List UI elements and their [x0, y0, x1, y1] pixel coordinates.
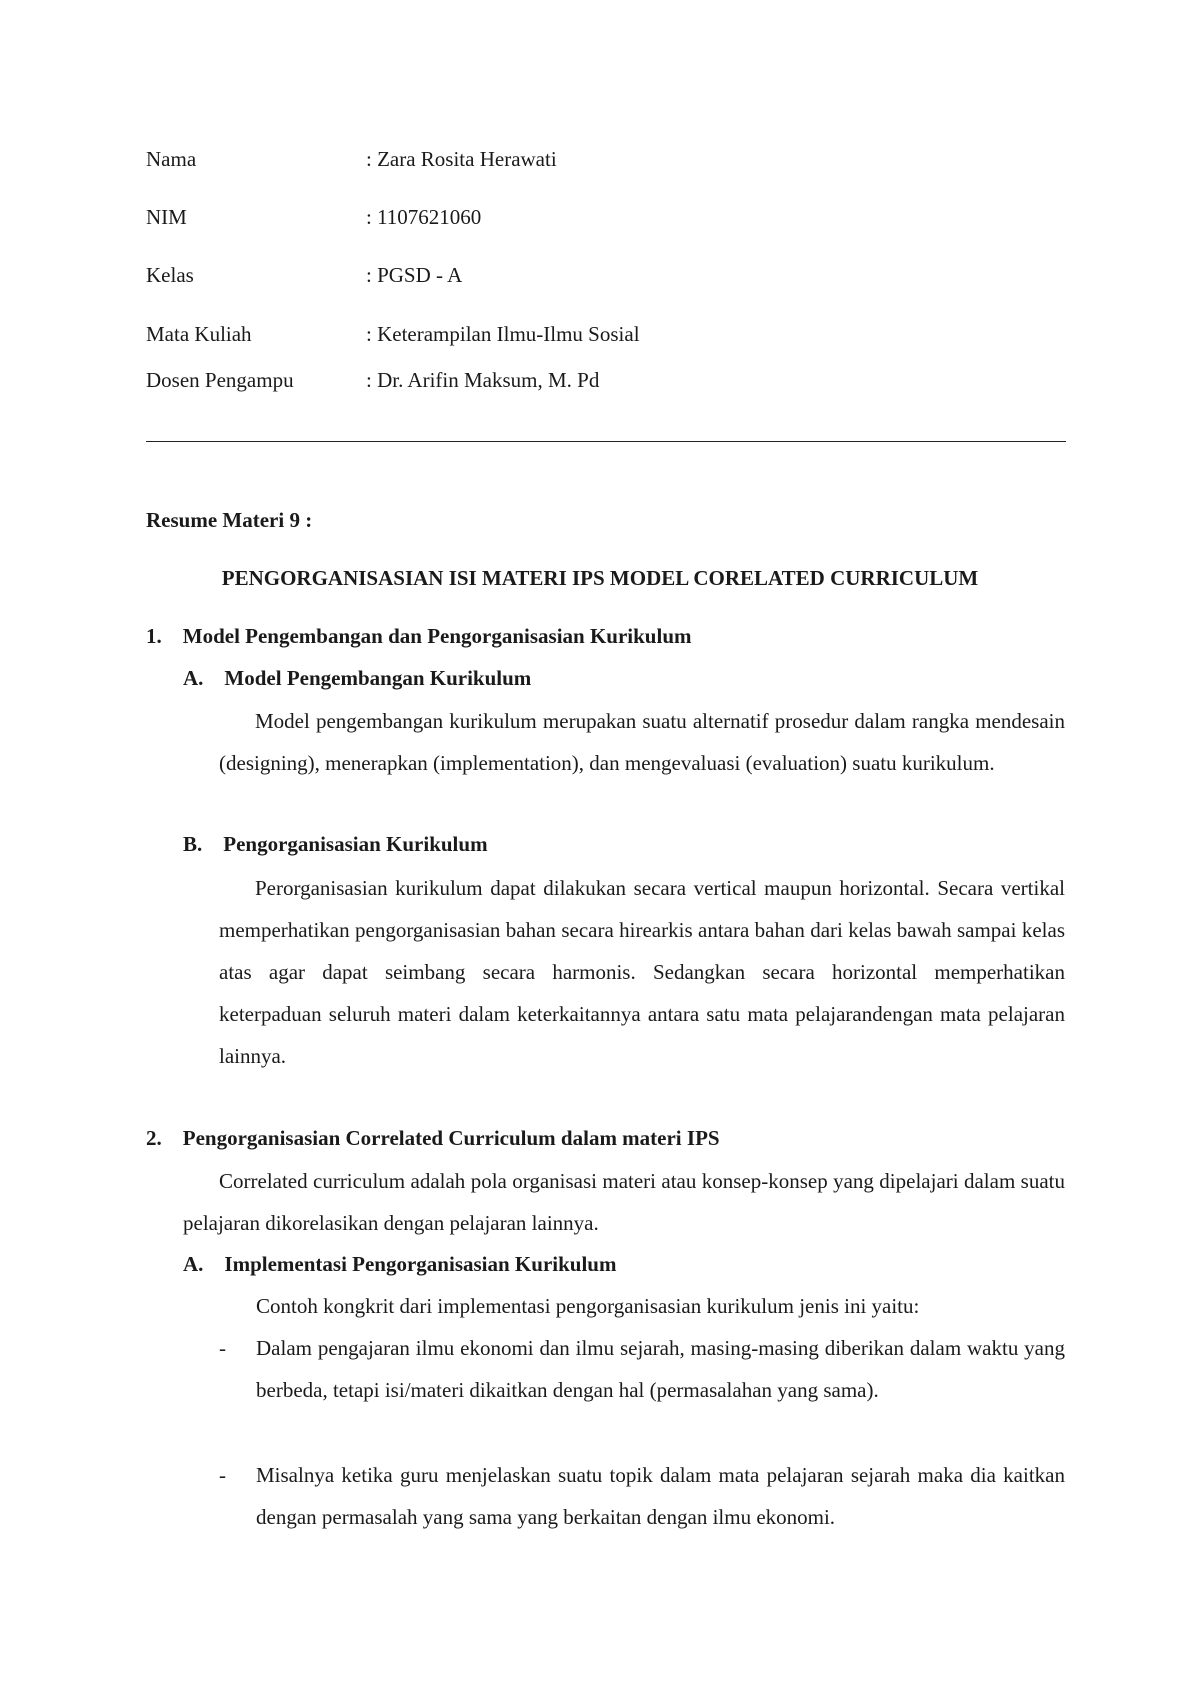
value-dosen: : Dr. Arifin Maksum, M. Pd [366, 368, 600, 392]
label-mata-kuliah: Mata Kuliah [146, 322, 252, 346]
section-1a-heading: A. Model Pengembangan Kurikulum [183, 666, 532, 690]
value-nim: : 1107621060 [366, 205, 482, 229]
resume-label: Resume Materi 9 : [146, 508, 313, 532]
document-title: PENGORGANISASIAN ISI MATERI IPS MODEL CORELATED CURRICULUM [221, 566, 979, 590]
label-nim: NIM [146, 205, 187, 229]
section-1a-paragraph: Model pengembangan kurikulum merupakan suatu alternatif prosedur dalam rangka mendesain (designing), menerapkan (implementation), dan mengevaluasi (evaluation) suatu kurikulum. [219, 709, 1065, 775]
bullet-item: Dalam pengajaran ilmu ekonomi dan ilmu sejarah, masing-masing diberikan dalam waktu yang berbeda, tetapi isi/materi dikaitkan dengan hal (permasalahan yang sama). [256, 1336, 1065, 1402]
value-mata-kuliah: : Keterampilan Ilmu-Ilmu Sosial [366, 322, 640, 346]
section-1-heading: 1. Model Pengembangan dan Pengorganisasian Kurikulum [146, 624, 692, 648]
bullet-item: Misalnya ketika guru menjelaskan suatu topik dalam mata pelajaran sejarah maka dia kaitkan dengan permasalah yang sama yang berkaitan dengan ilmu ekonomi. [256, 1463, 1065, 1529]
label-kelas: Kelas [146, 263, 194, 287]
section-2-heading: 2. Pengorganisasian Correlated Curriculum dalam materi IPS [146, 1126, 720, 1150]
value-nama: : Zara Rosita Herawati [366, 147, 557, 171]
section-2a-heading: A. Implementasi Pengorganisasian Kurikulum [183, 1252, 617, 1276]
value-kelas: : PGSD - A [366, 263, 463, 287]
section-1b-heading: B. Pengorganisasian Kurikulum [183, 832, 488, 856]
section-2-paragraph: Correlated curriculum adalah pola organisasi materi atau konsep-konsep yang dipelajari dalam suatu pelajaran dikorelasikan dengan pelajaran lainnya. [183, 1169, 1065, 1235]
label-dosen: Dosen Pengampu [146, 368, 294, 392]
section-2a-intro: Contoh kongkrit dari implementasi pengorganisasian kurikulum jenis ini yaitu: [256, 1294, 920, 1318]
section-1b-paragraph: Perorganisasian kurikulum dapat dilakukan secara vertical maupun horizontal. Secara vertikal memperhatikan pengorganisasian bahan secara hirearkis antara bahan dari kelas bawah sampai kelas atas agar dapat seimbang secara harmonis. Sedangkan secara horizontal memperhatikan keterpaduan seluruh materi dalam keterkaitannya antara satu mata pelajarandengan mata pelajaran lainnya. [219, 876, 1065, 1068]
bullet-marker: - [219, 1463, 226, 1487]
label-nama: Nama [146, 147, 197, 171]
header-divider [146, 441, 1066, 442]
bullet-marker: - [219, 1336, 226, 1360]
